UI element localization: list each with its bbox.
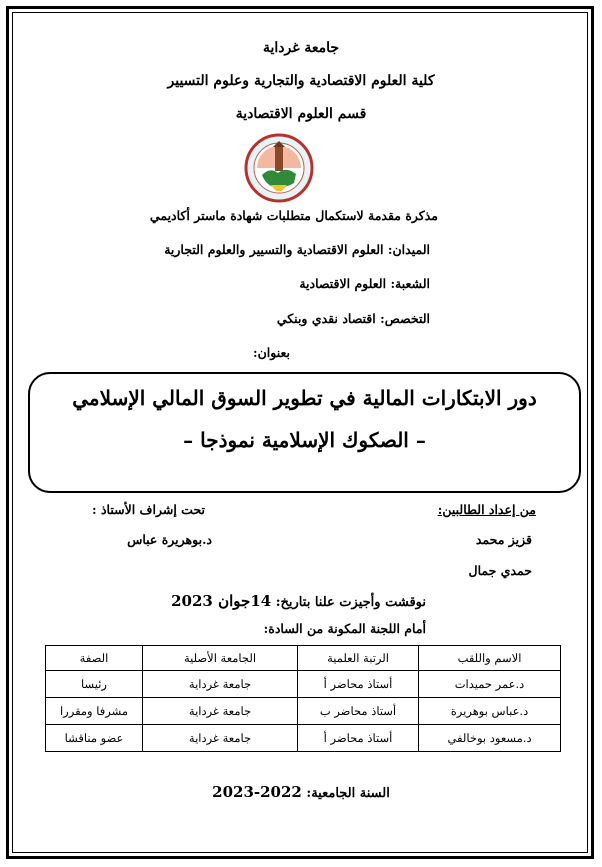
title-label: بعنوان:: [252, 345, 290, 360]
member-role: عضو مناقشا: [46, 725, 143, 752]
academic-year-label: السنة الجامعية:: [306, 786, 390, 801]
member-role: مشرفا ومقررا: [46, 698, 143, 725]
supervisor-name: د.بوهريرة عباس: [127, 532, 212, 547]
academic-year-line: [0, 783, 602, 801]
students-label: من إعداد الطالبين:: [437, 502, 536, 517]
faculty-name: كلية العلوم الاقتصادية والتجارية وعلوم التسيير: [167, 73, 435, 89]
header-rank: الرتبة العلمية: [298, 646, 419, 671]
member-university: جامعة غرداية: [143, 698, 298, 725]
branch-line: الشعبة: العلوم الاقتصادية: [299, 276, 430, 291]
academic-year-value: 2023-2022: [212, 783, 302, 801]
member-name: د.مسعود بوخالفي: [419, 725, 561, 752]
header-university: الجامعة الأصلية: [143, 646, 298, 671]
committee-label: أمام اللجنة المكونة من السادة:: [263, 621, 426, 636]
title-box: [28, 372, 581, 493]
field-line: الميدان: العلوم الاقتصادية والتسيير والعلوم التجارية: [164, 242, 430, 257]
member-university: جامعة غرداية: [143, 671, 298, 698]
student-name-1: قزيز محمد: [475, 532, 532, 547]
university-name: جامعة غرداية: [262, 40, 340, 56]
table-header-row: [46, 646, 561, 671]
title-line-2: – الصكوك الإسلامية نموذجا –: [183, 428, 426, 452]
title-line-1: دور الابتكارات المالية في تطوير السوق المالي الإسلامي: [72, 386, 537, 410]
defense-line: [26, 592, 426, 610]
committee-table: [45, 645, 561, 752]
table-row: [46, 671, 561, 698]
specialty-line: التخصص: اقتصاد نقدي وبنكي: [276, 311, 430, 326]
member-role: رئيسا: [46, 671, 143, 698]
member-rank: أستاذ محاضر أ: [298, 671, 419, 698]
defense-date: 14جوان 2023: [171, 592, 272, 610]
header-name: الاسم واللقب: [419, 646, 561, 671]
member-university: جامعة غرداية: [143, 725, 298, 752]
member-rank: أستاذ محاضر أ: [298, 725, 419, 752]
header-role: الصفة: [46, 646, 143, 671]
member-name: د.عمر حميدات: [419, 671, 561, 698]
member-rank: أستاذ محاضر ب: [298, 698, 419, 725]
member-name: د.عباس بوهريرة: [419, 698, 561, 725]
table-row: [46, 698, 561, 725]
student-name-2: حمدي جمال: [468, 563, 532, 578]
supervisor-label: تحت إشراف الأستاذ :: [92, 502, 205, 517]
memo-statement: مذكرة مقدمة لاستكمال متطلبات شهادة ماستر أكاديمي: [149, 208, 438, 223]
department-name: قسم العلوم الاقتصادية: [235, 106, 367, 122]
defense-text: نوقشت وأجيزت علنا بتاريخ:: [275, 595, 426, 610]
table-row: [46, 725, 561, 752]
university-seal-logo: [244, 133, 314, 203]
